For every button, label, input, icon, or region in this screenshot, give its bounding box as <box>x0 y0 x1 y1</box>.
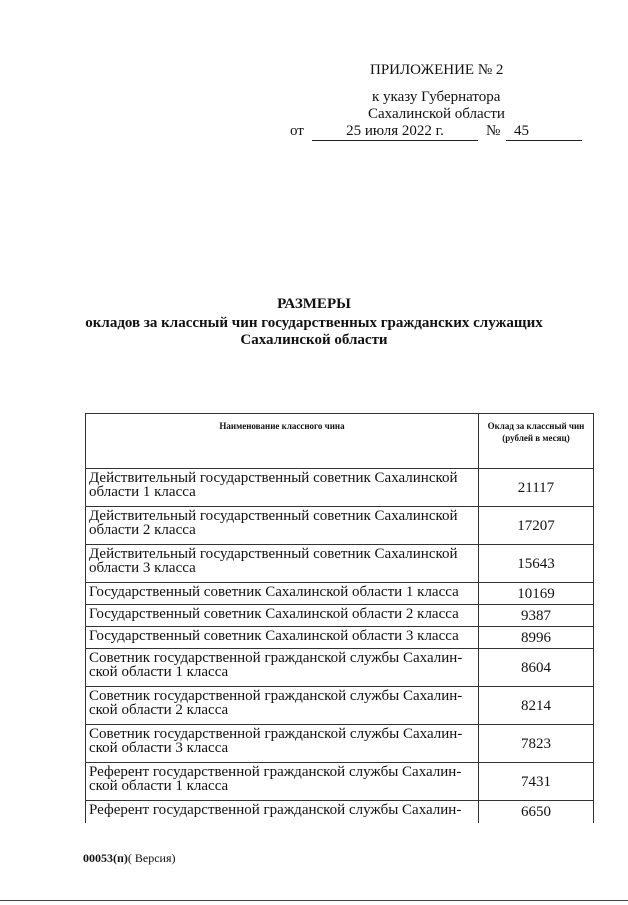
document-code-number: 00053(п) <box>83 851 128 865</box>
decree-reference-line2: Сахалинской области <box>368 106 505 122</box>
rank-name-cell: Действительный государственный советник Сахалинской области 3 класса <box>86 545 479 583</box>
document-version: ( Версия) <box>127 851 176 865</box>
number-label: № <box>486 123 501 139</box>
rank-name-cell: Государственный советник Сахалинской области 2 класса <box>86 605 479 627</box>
rank-name-cell: Государственный советник Сахалинской области 1 класса <box>86 583 479 605</box>
salary-cell: 9387 <box>479 605 594 627</box>
rank-name-cell: Действительный государственный советник Сахалинской области 1 класса <box>86 469 479 507</box>
salary-cell: 21117 <box>479 469 594 507</box>
salary-table <box>85 413 594 823</box>
table-row <box>86 687 594 725</box>
rank-name-cell: Действительный государственный советник Сахалинской области 2 класса <box>86 507 479 545</box>
salary-cell: 10169 <box>479 583 594 605</box>
salary-cell: 6650 <box>479 801 594 823</box>
document-code <box>83 851 176 866</box>
table-row <box>86 605 594 627</box>
rank-name-cell: Государственный советник Сахалинской области 3 класса <box>86 627 479 649</box>
decree-date-row <box>290 123 582 145</box>
decree-number-field <box>506 123 582 141</box>
table-row <box>86 583 594 605</box>
salary-cell: 8996 <box>479 627 594 649</box>
table-row <box>86 763 594 801</box>
document-subtitle-line1: окладов за классный чин государственных гражданских служащих <box>85 315 543 331</box>
salary-cell: 8214 <box>479 687 594 725</box>
rank-name-cell: Советник государственной гражданской службы Сахалин-ской области 2 класса <box>86 687 479 725</box>
table-header-row <box>86 414 594 469</box>
document-title: РАЗМЕРЫ <box>277 296 351 312</box>
salary-cell: 8604 <box>479 649 594 687</box>
salary-cell: 15643 <box>479 545 594 583</box>
rank-name-cell: Референт государственной гражданской службы Сахалин-ской области 1 класса <box>86 763 479 801</box>
decree-number: 45 <box>514 123 529 139</box>
table-row <box>86 507 594 545</box>
salary-cell: 17207 <box>479 507 594 545</box>
table-row <box>86 649 594 687</box>
table-row <box>86 725 594 763</box>
rank-name-cell: Референт государственной гражданской службы Сахалин- <box>86 801 479 823</box>
decree-date: 25 июля 2022 г. <box>312 123 478 141</box>
rank-name-cell: Советник государственной гражданской службы Сахалин-ской области 3 класса <box>86 725 479 763</box>
table-row <box>86 545 594 583</box>
table-row <box>86 469 594 507</box>
page-bottom-divider <box>0 900 628 901</box>
decree-reference-line1: к указу Губернатора <box>372 89 501 105</box>
column-header-rank-name: Наименование классного чина <box>86 414 479 469</box>
salary-cell: 7431 <box>479 763 594 801</box>
document-subtitle-line2: Сахалинской области <box>240 332 388 348</box>
salary-cell: 7823 <box>479 725 594 763</box>
table-row <box>86 627 594 649</box>
rank-name-cell: Советник государственной гражданской службы Сахалин-ской области 1 класса <box>86 649 479 687</box>
column-header-salary: Оклад за классный чин (рублей в месяц) <box>479 414 594 469</box>
appendix-title: ПРИЛОЖЕНИЕ № 2 <box>370 62 504 78</box>
from-label: от <box>290 123 304 139</box>
table-row <box>86 801 594 823</box>
